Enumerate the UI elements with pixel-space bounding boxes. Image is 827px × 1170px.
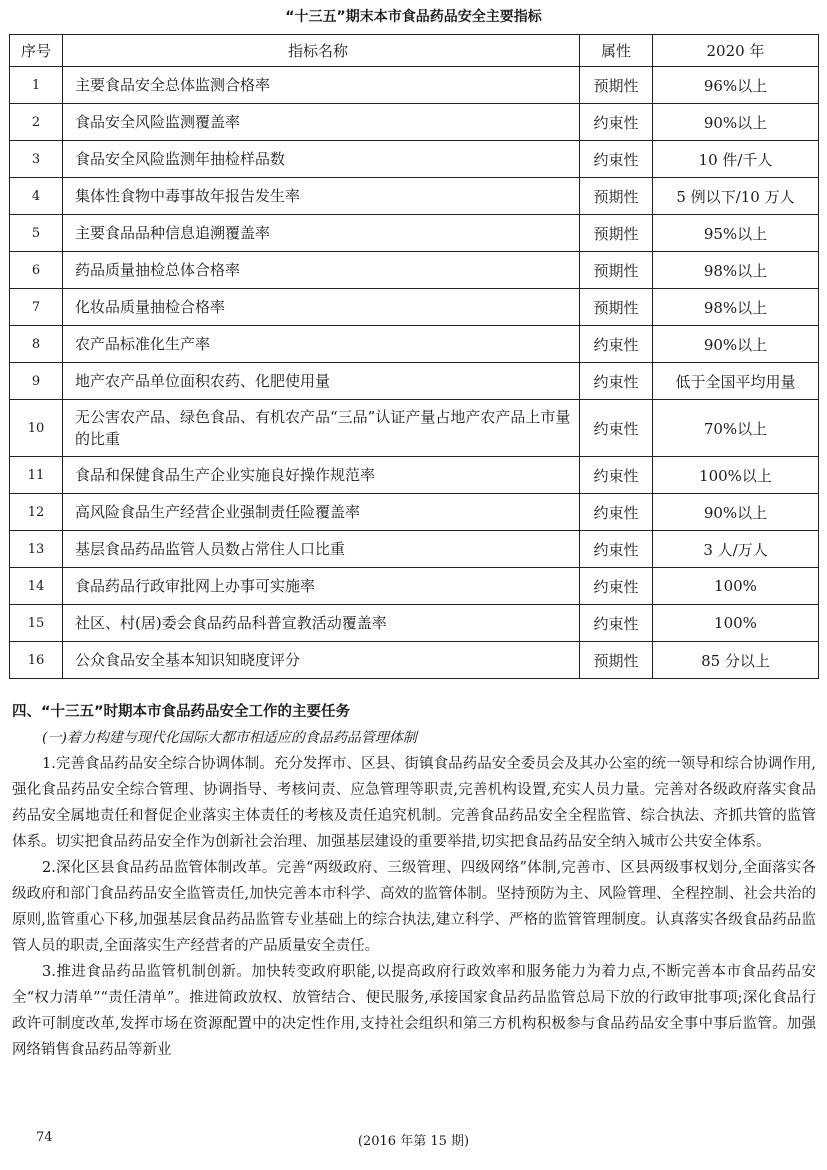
cell-name: 食品和保健食品生产企业实施良好操作规范率	[63, 457, 580, 494]
cell-no: 15	[10, 605, 63, 642]
cell-name: 集体性食物中毒事故年报告发生率	[63, 178, 580, 215]
cell-name: 药品质量抽检总体合格率	[63, 252, 580, 289]
cell-name: 社区、村(居)委会食品药品科普宣教活动覆盖率	[63, 605, 580, 642]
cell-attr: 预期性	[580, 178, 653, 215]
header-attr: 属性	[580, 35, 653, 67]
indicators-table	[9, 34, 819, 679]
cell-attr: 约束性	[580, 363, 653, 400]
cell-name: 化妆品质量抽检合格率	[63, 289, 580, 326]
cell-attr: 预期性	[580, 67, 653, 104]
table-row	[10, 326, 819, 363]
cell-no: 6	[10, 252, 63, 289]
cell-attr: 约束性	[580, 494, 653, 531]
cell-target: 95%以上	[653, 215, 819, 252]
cell-no: 12	[10, 494, 63, 531]
cell-target: 10 件/千人	[653, 141, 819, 178]
table-row	[10, 494, 819, 531]
cell-no: 5	[10, 215, 63, 252]
cell-attr: 预期性	[580, 252, 653, 289]
table-row	[10, 215, 819, 252]
table-row	[10, 289, 819, 326]
cell-attr: 约束性	[580, 141, 653, 178]
cell-attr: 预期性	[580, 289, 653, 326]
cell-attr: 约束性	[580, 457, 653, 494]
cell-no: 11	[10, 457, 63, 494]
table-row	[10, 363, 819, 400]
cell-name: 基层食品药品监管人员数占常住人口比重	[63, 531, 580, 568]
cell-no: 1	[10, 67, 63, 104]
page-number: 74	[36, 1130, 53, 1145]
cell-name: 农产品标准化生产率	[63, 326, 580, 363]
section-subheading: (一)着力构建与现代化国际大都市相适应的食品药品管理体制	[42, 730, 417, 746]
cell-attr: 约束性	[580, 104, 653, 141]
cell-name: 食品安全风险监测年抽检样品数	[63, 141, 580, 178]
table-row	[10, 141, 819, 178]
header-name: 指标名称	[63, 35, 580, 67]
table-row	[10, 531, 819, 568]
table-header-row	[10, 35, 819, 67]
cell-name: 食品药品行政审批网上办事可实施率	[63, 568, 580, 605]
cell-target: 96%以上	[653, 67, 819, 104]
cell-attr: 约束性	[580, 531, 653, 568]
cell-target: 70%以上	[653, 400, 819, 457]
paragraph-1: 1.完善食品药品安全综合协调体制。充分发挥市、区县、街镇食品药品安全委员会及其办公室的统一领导和综合协调作用,强化食品药品安全综合管理、协调指导、考核问责、应急管理等职责,完善机构设置,充实人员力量。完善对各级政府落实食品药品安全属地责任和督促企业落实主体责任的考核及责任追究机制。完善食品药品安全全程监管、综合执法、齐抓共管的监管体系。切实把食品药品安全作为创新社会治理、加强基层建设的重要举措,切实把食品药品安全纳入城市公共安全体系。	[12, 756, 816, 850]
cell-attr: 预期性	[580, 642, 653, 679]
cell-target: 85 分以上	[653, 642, 819, 679]
cell-target: 3 人/万人	[653, 531, 819, 568]
cell-name: 公众食品安全基本知识知晓度评分	[63, 642, 580, 679]
table-row	[10, 457, 819, 494]
cell-no: 4	[10, 178, 63, 215]
cell-attr: 约束性	[580, 568, 653, 605]
cell-no: 13	[10, 531, 63, 568]
cell-attr: 约束性	[580, 400, 653, 457]
cell-name: 高风险食品生产经营企业强制责任险覆盖率	[63, 494, 580, 531]
table-row	[10, 400, 819, 457]
cell-attr: 预期性	[580, 215, 653, 252]
table-row	[10, 252, 819, 289]
cell-name: 主要食品安全总体监测合格率	[63, 67, 580, 104]
header-no: 序号	[10, 35, 63, 67]
cell-no: 7	[10, 289, 63, 326]
issue-label: (2016 年第 15 期)	[357, 1134, 470, 1149]
cell-target: 98%以上	[653, 252, 819, 289]
table-row	[10, 605, 819, 642]
paragraph-2: 2.深化区县食品药品监管体制改革。完善“两级政府、三级管理、四级网络”体制,完善市、区县两级事权划分,全面落实各级政府和部门食品药品安全监管责任,加快完善本市科学、高效的监管体制。坚持预防为主、风险管理、全程控制、社会共治的原则,监管重心下移,加强基层食品药品监管专业基础上的综合执法,建立科学、严格的监管管理制度。认真落实各级食品药品监管人员的职责,全面落实生产经营者的产品质量安全责任。	[12, 860, 816, 954]
cell-no: 8	[10, 326, 63, 363]
paragraph-3: 3.推进食品药品监管机制创新。加快转变政府职能,以提高政府行政效率和服务能力为着力点,不断完善本市食品药品安全“权力清单”“责任清单”。推进简政放权、放管结合、便民服务,承接国家食品药品监管总局下放的行政审批事项;深化食品行政许可制度改革,发挥市场在资源配置中的决定性作用,支持社会组织和第三方机构积极参与食品药品安全事中事后监管。加强网络销售食品药品等新业	[12, 964, 816, 1058]
cell-target: 100%	[653, 605, 819, 642]
cell-target: 低于全国平均用量	[653, 363, 819, 400]
cell-attr: 约束性	[580, 605, 653, 642]
cell-no: 10	[10, 400, 63, 457]
table-row	[10, 67, 819, 104]
table-row	[10, 178, 819, 215]
cell-no: 3	[10, 141, 63, 178]
cell-no: 14	[10, 568, 63, 605]
table-row	[10, 642, 819, 679]
cell-target: 100%	[653, 568, 819, 605]
cell-name: 地产农产品单位面积农药、化肥使用量	[63, 363, 580, 400]
cell-target: 90%以上	[653, 494, 819, 531]
cell-attr: 约束性	[580, 326, 653, 363]
cell-no: 2	[10, 104, 63, 141]
cell-name: 主要食品品种信息追溯覆盖率	[63, 215, 580, 252]
header-target: 2020 年	[653, 35, 819, 67]
body-text	[12, 699, 816, 1063]
cell-target: 90%以上	[653, 104, 819, 141]
table-title: “十三五”期末本市食品药品安全主要指标	[285, 9, 542, 25]
cell-target: 5 例以下/10 万人	[653, 178, 819, 215]
table-row	[10, 104, 819, 141]
table-row	[10, 568, 819, 605]
cell-target: 98%以上	[653, 289, 819, 326]
section-heading: 四、“十三五”时期本市食品药品安全工作的主要任务	[12, 704, 351, 720]
cell-no: 16	[10, 642, 63, 679]
cell-no: 9	[10, 363, 63, 400]
cell-name: 食品安全风险监测覆盖率	[63, 104, 580, 141]
cell-target: 100%以上	[653, 457, 819, 494]
cell-name: 无公害农产品、绿色食品、有机农产品“三品”认证产量占地产农产品上市量的比重	[63, 400, 580, 457]
cell-target: 90%以上	[653, 326, 819, 363]
